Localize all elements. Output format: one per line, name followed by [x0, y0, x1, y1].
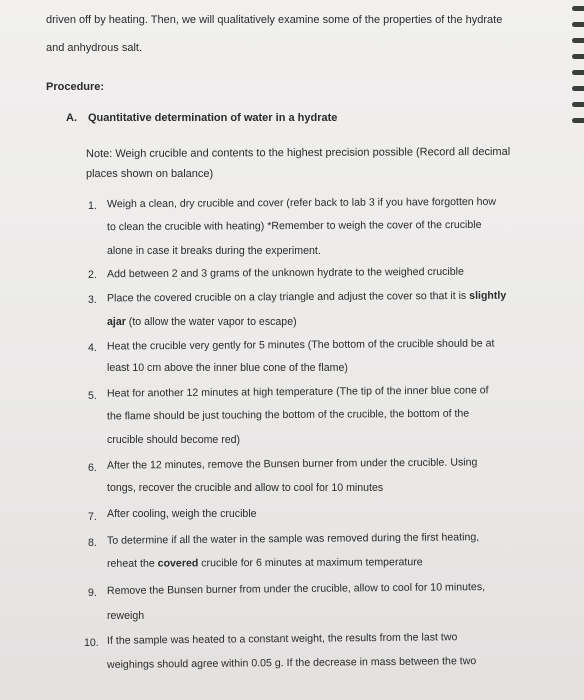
step-1-line-2: to clean the crucible with heating) *Remember to weigh the cover of the crucible — [106, 218, 482, 234]
step-2-number: 2. — [88, 269, 97, 281]
step-3-line-2-text: (to allow the water vapor to escape) — [125, 316, 297, 328]
step-6-line-2: tongs, recover the crucible and allow to cool for 10 minutes — [107, 482, 384, 494]
step-3-line-1-text: Place the covered crucible on a clay triangle and adjust the cover so that it is — [106, 289, 470, 305]
step-8-line-1: To determine if all the water in the sample was removed during the first heating, — [106, 531, 480, 547]
step-3-slightly: slightly — [469, 289, 507, 302]
step-9-line-1: Remove the Bunsen burner from under the crucible, allow to cool for 10 minutes, — [106, 581, 486, 597]
step-6-line-1: After the 12 minutes, remove the Bunsen burner from under the crucible. Using — [106, 456, 478, 472]
step-3-number: 3. — [88, 294, 97, 306]
step-5-number: 5. — [88, 390, 97, 402]
intro-line-2: and anhydrous salt. — [46, 42, 143, 54]
step-10-line-2: weighings should agree within 0.05 g. If the decrease in mass between the two — [106, 655, 477, 671]
note-line-2: places shown on balance) — [86, 168, 214, 180]
step-3-line-2 — [107, 315, 297, 329]
step-5-line-1: Heat for another 12 minutes at high temperature (The tip of the inner blue cone of — [106, 384, 489, 400]
step-1-number: 1. — [88, 200, 97, 212]
step-4-line-1: Heat the crucible very gently for 5 minutes (The bottom of the crucible should be at — [106, 337, 495, 353]
step-1-line-1: Weigh a clean, dry crucible and cover (refer back to lab 3 if you have forgotten how — [106, 195, 497, 211]
step-8-line-2 — [107, 555, 423, 571]
step-3-line-1 — [107, 289, 506, 306]
step-8-line-2-b: crucible for 6 minutes at maximum temperature — [198, 556, 423, 570]
step-4-line-2: least 10 cm above the inner blue cone of the flame) — [107, 362, 348, 374]
binder-rings — [562, 0, 584, 140]
step-4-number: 4. — [88, 342, 97, 354]
intro-line-1: driven off by heating. Then, we will qualitatively examine some of the properties of the hydrate — [46, 14, 503, 26]
section-a-title: Quantitative determination of water in a hydrate — [88, 112, 338, 124]
step-10-number: 10. — [84, 637, 99, 649]
step-2-line-1: Add between 2 and 3 grams of the unknown hydrate to the weighed crucible — [106, 265, 464, 281]
step-9-number: 9. — [88, 587, 97, 599]
step-8-line-2-a: reheat the — [106, 557, 158, 570]
step-8-covered: covered — [157, 557, 199, 570]
note-line-1: Note: Weigh crucible and contents to the highest precision possible (Record all decimal — [85, 145, 511, 161]
step-7-line-1: After cooling, weigh the crucible — [107, 508, 257, 520]
procedure-heading: Procedure: — [46, 81, 105, 93]
step-9-line-2: reweigh — [107, 610, 145, 622]
step-5-line-2: the flame should be just touching the bottom of the crucible, the bottom of the — [106, 407, 470, 423]
step-7-number: 7. — [88, 511, 97, 523]
step-3-ajar: ajar — [107, 316, 126, 328]
step-1-line-3: alone in case it breaks during the experiment. — [107, 245, 321, 257]
step-10-line-1: If the sample was heated to a constant weight, the results from the last two — [106, 631, 458, 647]
step-8-number: 8. — [88, 537, 97, 549]
step-5-line-3: crucible should become red) — [107, 434, 241, 446]
section-a-letter: A. — [66, 112, 77, 124]
step-6-number: 6. — [88, 462, 97, 474]
